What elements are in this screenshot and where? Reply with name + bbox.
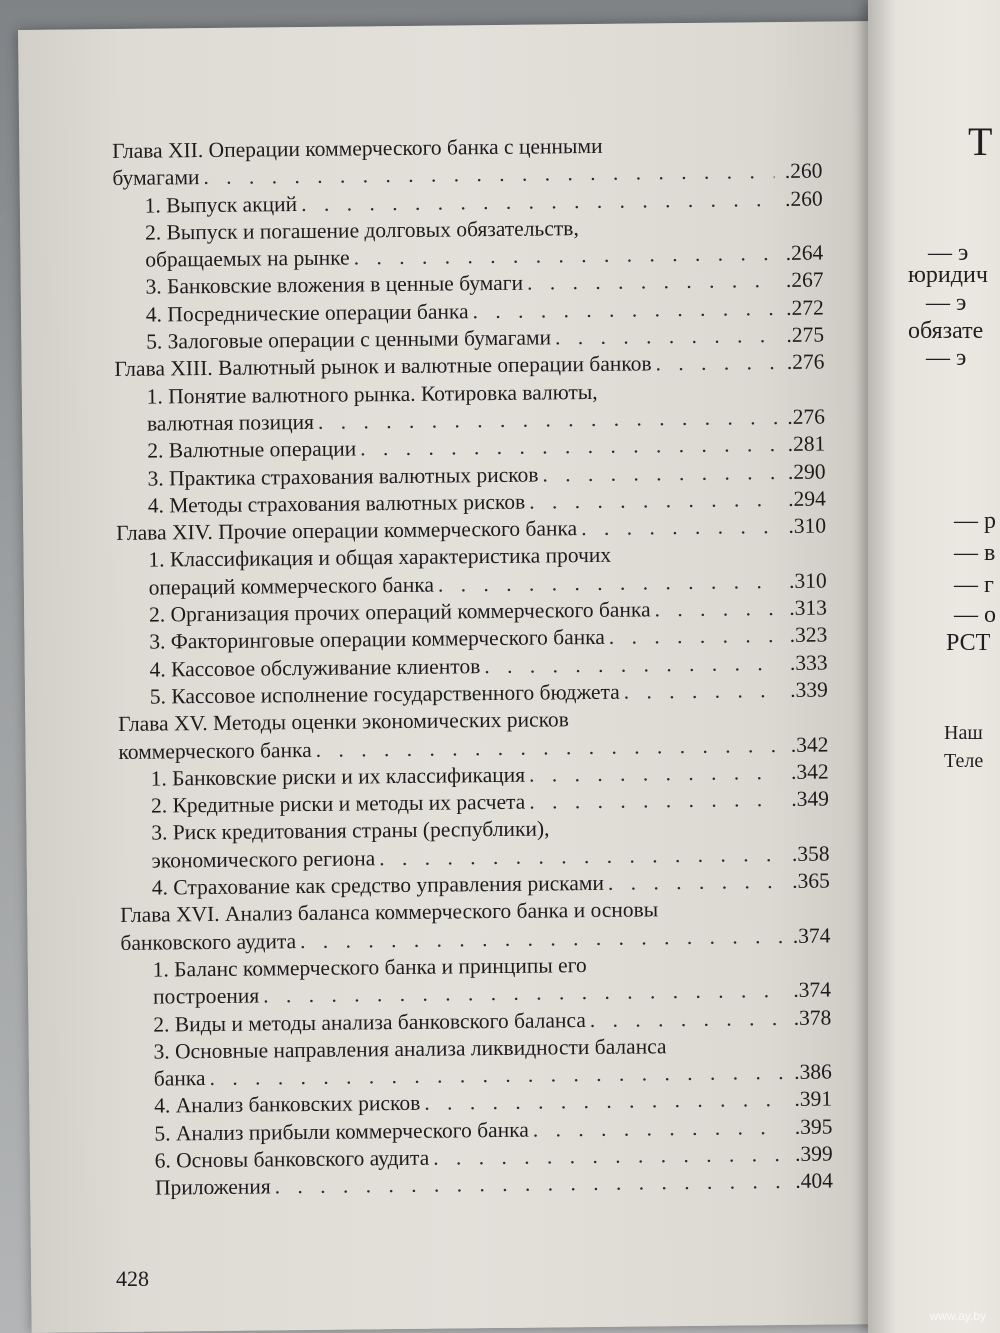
toc-dot-leader: [300, 923, 783, 955]
toc-entry-page: .313: [789, 595, 828, 620]
toc-entry-page: .267: [785, 268, 824, 293]
toc-entry-title: 3. Факторинговые операции коммерческого банка: [149, 625, 605, 654]
toc-entry-title: 1. Классификация и общая характеристика прочих: [148, 543, 612, 573]
toc-entry-page: .378: [793, 1005, 832, 1030]
toc-entry-title: 2. Валютные операции: [147, 436, 357, 463]
toc-entry-page: .323: [789, 622, 828, 648]
toc-entry-title: 5. Залоговые операции с ценными бумагами: [146, 325, 552, 354]
toc-entry-page: .374: [793, 977, 832, 1003]
toc-entry-page: .275: [786, 322, 825, 348]
toc-entry-title: Глава XIV. Прочие операции коммерческого банка: [116, 516, 578, 546]
toc-entry-title: 4. Страхование как средство управления рисками: [151, 870, 605, 900]
toc-entry-page: .260: [784, 158, 823, 184]
toc-entry-title: банка: [153, 1066, 206, 1091]
toc-entry-title: 3. Практика страхования валютных рисков: [147, 462, 539, 491]
toc-entry-page: .281: [787, 431, 826, 457]
toc-entry-title: 3. Банковские вложения в ценные бумаги: [145, 271, 524, 300]
toc-entry-title: бумагами: [112, 165, 200, 191]
right-page-text-fragment: — о: [954, 602, 996, 628]
toc-dot-leader: [275, 1168, 786, 1201]
toc-entry-title: 2. Выпуск и погашение долговых обязательств,: [144, 216, 579, 245]
toc-entry-page: .391: [794, 1086, 833, 1112]
toc-dot-leader: [542, 459, 777, 489]
toc-entry-page: .272: [786, 295, 824, 320]
toc-dot-leader: [360, 431, 777, 463]
toc-dot-leader: [533, 1114, 785, 1144]
toc-dot-leader: [438, 568, 779, 599]
toc-dot-leader: [608, 868, 782, 897]
right-page-text-fragment: — э: [926, 290, 967, 316]
toc-entry-page: .310: [788, 568, 827, 593]
toc-entry-title: операций коммерческого банка: [148, 572, 435, 600]
toc-entry-title: 3. Риск кредитования страны (республики),: [151, 816, 550, 846]
toc-entry-title: 2. Кредитные риски и методы их расчета: [150, 789, 526, 818]
toc-dot-leader: [555, 322, 776, 352]
toc-entry-page: .276: [786, 349, 825, 375]
toc-dot-leader: [581, 513, 778, 542]
toc-entry-title: 1. Банковские риски и их классификация: [150, 762, 526, 791]
toc-dot-leader: [654, 595, 779, 624]
toc-entry-title: коммерческого банка: [118, 737, 312, 764]
right-page-text-fragment: — э: [926, 345, 967, 371]
right-page-text-fragment: — г: [954, 572, 994, 598]
toc-entry-title: Глава XIII. Валютный рынок и валютные операции банков: [114, 351, 652, 382]
toc-entry-title: 4. Посреднические операции банка: [145, 299, 469, 327]
right-page-text-fragment: РСТ: [946, 630, 991, 656]
toc-entry-page: .386: [794, 1059, 832, 1085]
toc-entry-page: .342: [790, 732, 829, 757]
page-number: 428: [116, 1266, 149, 1291]
toc-entry-page: .404: [795, 1168, 834, 1194]
right-page-text-fragment: юридич: [908, 262, 988, 288]
toc-entry-title: банковского аудита: [120, 928, 297, 955]
toc-entry-page: .374: [792, 923, 831, 948]
table-of-contents: [112, 131, 833, 1203]
toc-dot-leader: [527, 268, 776, 298]
toc-entry-title: 1. Баланс коммерческого банка и принципы его: [152, 952, 587, 982]
toc-entry-title: построения: [152, 983, 260, 1009]
right-page-text-fragment: — р: [954, 508, 996, 534]
toc-dot-leader: [529, 759, 781, 789]
right-page-text-fragment: — э: [928, 240, 969, 266]
toc-entry-page: .395: [794, 1114, 833, 1139]
toc-entry-page: .276: [787, 404, 826, 429]
toc-dot-leader: [529, 486, 778, 516]
toc-entry-title: 4. Методы страхования валютных рисков: [147, 489, 526, 518]
right-page: [868, 0, 1000, 1333]
toc-entry-title: 2. Организация прочих операций коммерческого банка: [148, 597, 651, 627]
toc-dot-leader: [624, 677, 780, 706]
toc-entry-title: 4. Кассовое обслуживание клиентов: [149, 653, 481, 682]
toc-dot-leader: [379, 841, 782, 873]
toc-entry-title: 2. Виды и методы анализа банковского баланса: [153, 1007, 586, 1037]
watermark: www.ay.by: [929, 1309, 986, 1323]
toc-entry-title: валютная позиция: [146, 409, 315, 436]
toc-entry-page: .290: [787, 459, 826, 484]
toc-entry-page: .399: [794, 1141, 833, 1166]
toc-entry-page: .358: [791, 841, 830, 866]
toc-dot-leader: [354, 240, 776, 272]
right-page-text-fragment: — в: [954, 540, 996, 566]
toc-entry-title: Глава XV. Методы оценки экономических рисков: [118, 707, 570, 737]
toc-entry-title: 5. Анализ прибыли коммерческого банка: [154, 1117, 529, 1146]
toc-entry-page: .349: [791, 786, 830, 812]
right-page-text-fragment: Наш: [944, 722, 983, 744]
toc-dot-leader: [301, 186, 775, 218]
toc-entry-page: .365: [792, 868, 830, 893]
toc-entry-title: 1. Понятие валютного рынка. Котировка валюты,: [146, 379, 598, 409]
toc-dot-leader: [529, 786, 781, 816]
right-page-text-fragment: Т: [968, 119, 993, 164]
toc-entry-title: Приложения: [154, 1174, 271, 1200]
toc-entry-page: .342: [790, 759, 829, 784]
toc-entry-title: 6. Основы банковского аудита: [154, 1145, 430, 1173]
toc-dot-leader: [590, 1005, 784, 1034]
toc-entry-title: экономического региона: [151, 846, 376, 873]
toc-entry-title: Глава XII. Операции коммерческого банка с ценными: [112, 133, 603, 163]
toc-dot-leader: [484, 650, 780, 680]
toc-dot-leader: [655, 349, 776, 378]
toc-entry-page: .339: [790, 677, 828, 702]
toc-entry-title: 1. Выпуск акций: [144, 191, 298, 218]
toc-dot-leader: [472, 295, 776, 325]
toc-entry-page: .264: [785, 240, 824, 266]
toc-dot-leader: [609, 622, 780, 651]
toc-entry-page: .260: [784, 186, 823, 211]
toc-entry-title: 3. Основные направления анализа ликвидности баланса: [153, 1034, 667, 1064]
toc-entry-title: 5. Кассовое исполнение государственного бюджета: [149, 679, 620, 709]
toc-entry-page: .310: [788, 513, 827, 539]
toc-entry-title: 4. Анализ банковских рисков: [154, 1091, 421, 1119]
toc-entry-title: Глава XVI. Анализ баланса коммерческого банка и основы: [120, 897, 659, 928]
right-page-text-fragment: Теле: [944, 750, 984, 772]
toc-entry-title: обращаемых на рынке: [145, 245, 350, 272]
toc-entry-page: .333: [789, 650, 828, 675]
toc-entry-page: .294: [788, 486, 826, 511]
right-page-text-fragment: обязате: [908, 318, 984, 344]
toc-dot-leader: [424, 1086, 784, 1117]
toc-dot-leader: [433, 1141, 785, 1172]
